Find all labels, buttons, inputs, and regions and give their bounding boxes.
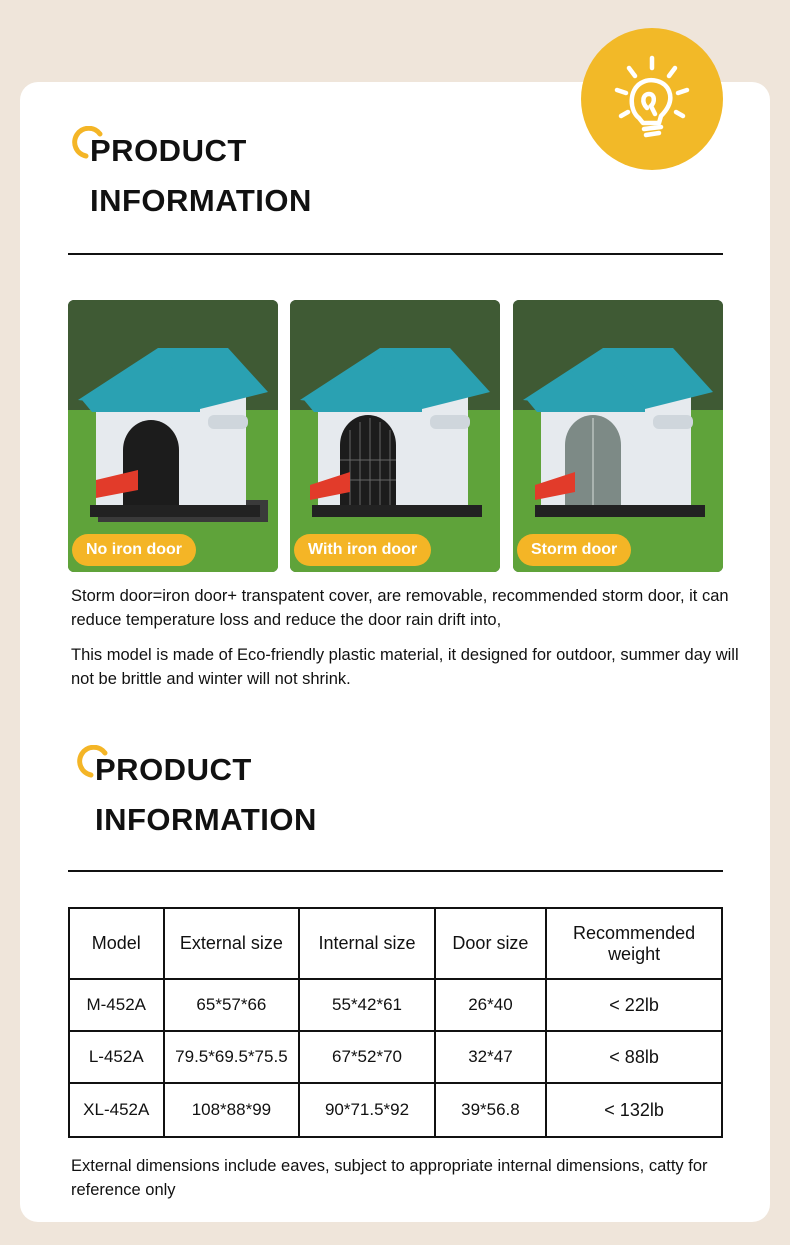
doghouse-image xyxy=(68,300,278,572)
heading-line-2: INFORMATION xyxy=(95,802,317,837)
table-header-cell: Model xyxy=(69,908,164,979)
table-header-cell: Door size xyxy=(435,908,546,979)
divider-1 xyxy=(68,253,723,255)
heading-line-2: INFORMATION xyxy=(90,183,312,218)
table-row xyxy=(69,1031,722,1083)
table-cell: M-452A xyxy=(69,979,164,1031)
door-type-label: With iron door xyxy=(294,534,431,566)
table-cell: 90*71.5*92 xyxy=(299,1083,434,1137)
doghouse-image xyxy=(513,300,723,572)
footnote: External dimensions include eaves, subject to appropriate internal dimensions, catty for reference only xyxy=(71,1157,708,1199)
size-table xyxy=(68,907,723,1138)
table-cell: 39*56.8 xyxy=(435,1083,546,1137)
table-cell: < 88lb xyxy=(546,1031,722,1083)
table-row xyxy=(69,979,722,1031)
table-header-row xyxy=(69,908,722,979)
door-type-label: Storm door xyxy=(517,534,631,566)
table-cell: 79.5*69.5*75.5 xyxy=(164,1031,300,1083)
table-row xyxy=(69,1083,722,1137)
table-cell: 67*52*70 xyxy=(299,1031,434,1083)
lightbulb-icon xyxy=(581,28,723,170)
photo-with-iron-door xyxy=(290,300,500,572)
doghouse-image xyxy=(290,300,500,572)
hook-icon xyxy=(70,126,104,160)
table-header-cell: Recommended weight xyxy=(546,908,722,979)
heading-line-1: PRODUCT xyxy=(90,133,247,168)
table-cell: < 22lb xyxy=(546,979,722,1031)
lightbulb-badge xyxy=(581,28,723,170)
table-cell: < 132lb xyxy=(546,1083,722,1137)
description-paragraph-2: This model is made of Eco-friendly plastic material, it designed for outdoor, summer day will not be brittle and winter will not shrink. xyxy=(71,646,739,688)
description-paragraph-1: Storm door=iron door+ transpatent cover, are removable, recommended storm door, it can reduce temperature loss and reduce the door rain drift into, xyxy=(71,587,729,629)
table-header-cell: External size xyxy=(164,908,300,979)
photo-no-iron-door xyxy=(68,300,278,572)
table-cell: 65*57*66 xyxy=(164,979,300,1031)
divider-2 xyxy=(68,870,723,872)
heading-line-1: PRODUCT xyxy=(95,752,252,787)
table-cell: 108*88*99 xyxy=(164,1083,300,1137)
hook-icon xyxy=(75,745,109,779)
section-heading-1 xyxy=(70,126,312,226)
table-cell: L-452A xyxy=(69,1031,164,1083)
table-cell: 55*42*61 xyxy=(299,979,434,1031)
section-heading-2 xyxy=(75,745,317,845)
table-cell: 26*40 xyxy=(435,979,546,1031)
table-cell: XL-452A xyxy=(69,1083,164,1137)
table-cell: 32*47 xyxy=(435,1031,546,1083)
door-type-label: No iron door xyxy=(72,534,196,566)
table-header-cell: Internal size xyxy=(299,908,434,979)
photo-storm-door xyxy=(513,300,723,572)
